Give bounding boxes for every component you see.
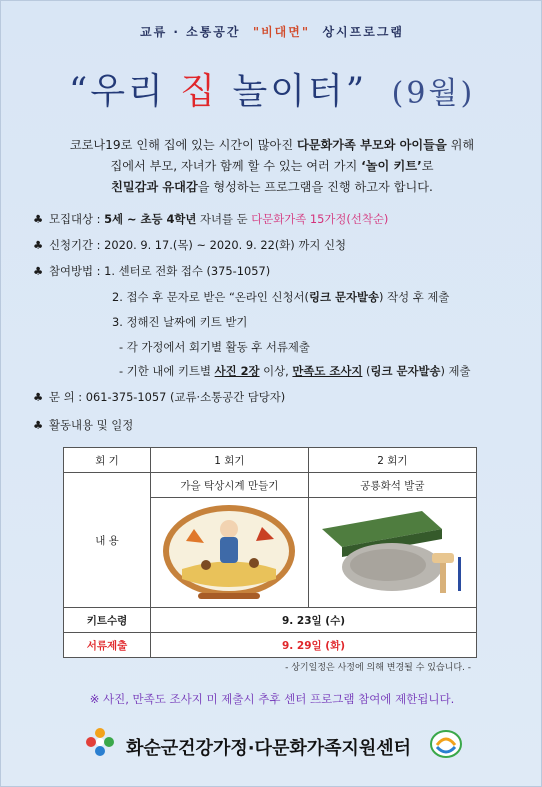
submit-label: 서류제출 — [64, 633, 151, 658]
submit-date: 9. 29일 (화) — [151, 633, 477, 658]
info-value: 1. 센터로 전화 접수 (375-1057) — [104, 264, 271, 278]
title-month: (9월) — [391, 76, 476, 111]
contact-info — [33, 389, 285, 405]
info-value: 자녀를 둔 — [196, 212, 252, 226]
info-value: ) 제출 — [440, 364, 471, 378]
activity-2: 공룡화석 발굴 — [308, 473, 476, 498]
info-bold: 사진 2장 — [214, 364, 260, 378]
info-label: 문 의 : — [49, 390, 86, 404]
method-step-2 — [112, 289, 449, 305]
info-bold: 링크 문자발송 — [370, 364, 441, 378]
intro-text: 로 — [421, 159, 434, 173]
title-open: “우리 — [68, 71, 166, 112]
info-value: 이상, — [259, 364, 293, 378]
clock-kit-image — [151, 498, 309, 608]
page-title — [1, 63, 542, 114]
info-bold: 링크 문자발송 — [309, 290, 379, 304]
info-value: ) 작성 후 제출 — [379, 290, 450, 304]
header-session-1: 1 회기 — [151, 448, 309, 473]
intro-paragraph — [41, 135, 503, 198]
club-icon: ♣ — [33, 264, 44, 278]
kit-receive-date: 9. 23일 (수) — [151, 608, 477, 633]
intro-bold: 다문화가족 부모와 아이들을 — [296, 138, 447, 152]
info-label: 모집대상 : — [49, 212, 105, 226]
organization-name: 화순군건강가정·다문화가족지원센터 — [126, 738, 412, 759]
info-value: - 각 가정에서 회기별 활동 후 서류제출 — [119, 340, 310, 354]
family-center-emblem-icon — [429, 729, 463, 759]
intro-bold: 친밀감과 유대감 — [111, 180, 198, 194]
club-icon: ♣ — [33, 238, 44, 252]
intro-text: 집에서 부모, 자녀가 함께 할 수 있는 여러 가지 — [110, 159, 362, 173]
intro-text: 위해 — [446, 138, 475, 152]
info-highlight: 다문화가족 15가정(선착순) — [251, 212, 389, 226]
subtitle-prefix: 교류 · 소통공간 — [139, 25, 241, 39]
center-flower-logo-icon — [85, 727, 115, 757]
info-label: 참여방법 : — [49, 264, 105, 278]
schedule-footnote: - 상기일정은 사정에 의해 변경될 수 있습니다. - — [285, 663, 471, 673]
info-value: 2. 접수 후 문자로 받은 “온라인 신청서( — [112, 290, 309, 304]
method-sub-2 — [119, 363, 471, 379]
method-step-1 — [33, 263, 270, 279]
info-value: 2020. 9. 17.(목) ~ 2020. 9. 22(화) 까지 신청 — [104, 238, 346, 252]
header-session-2: 2 회기 — [308, 448, 476, 473]
club-icon: ♣ — [33, 418, 44, 432]
autumn-clock-illustration — [154, 499, 304, 603]
activity-1: 가을 탁상시계 만들기 — [151, 473, 309, 498]
intro-text: 을 형성하는 프로그램을 진행 하고자 합니다. — [197, 180, 433, 194]
club-icon: ♣ — [33, 212, 44, 226]
fossil-kit-image — [308, 498, 476, 608]
kit-receive-label: 키트수령 — [64, 608, 151, 633]
recruit-target — [33, 211, 388, 227]
club-icon: ♣ — [33, 390, 44, 404]
info-value: ( — [362, 364, 371, 378]
subtitle-highlight: "비대면" — [252, 25, 311, 39]
schedule-table — [63, 447, 477, 658]
title-highlight: 집 — [180, 71, 219, 112]
title-rest: 놀이터” — [232, 71, 368, 112]
intro-text: 코로나19로 인해 집에 있는 시간이 많아진 — [69, 138, 297, 152]
info-value: 5세 ~ 초등 4학년 — [104, 212, 197, 226]
info-bold: 만족도 조사지 — [292, 364, 363, 378]
subtitle-suffix: 상시프로그램 — [322, 25, 405, 39]
participation-notice: ※ 사진, 만족도 조사지 미 제출시 추후 센터 프로그램 참여에 제한됩니다. — [89, 692, 455, 706]
info-value: - 기한 내에 키트별 — [119, 364, 215, 378]
intro-bold: ‘놀이 키트’ — [361, 159, 422, 173]
apply-period — [33, 237, 346, 253]
method-sub-1 — [119, 339, 310, 355]
dinosaur-fossil-kit-illustration — [312, 499, 472, 603]
info-value: 3. 정해진 날짜에 키트 받기 — [112, 315, 248, 329]
content-label: 내 용 — [64, 473, 151, 608]
program-subtitle — [1, 23, 542, 40]
info-label: 신청기간 : — [49, 238, 105, 252]
method-step-3 — [112, 314, 247, 330]
header-session: 회 기 — [64, 448, 151, 473]
info-value: 061-375-1057 (교류·소통공간 담당자) — [85, 390, 286, 404]
info-label: 활동내용 및 일정 — [49, 418, 134, 432]
activity-heading — [33, 417, 133, 433]
